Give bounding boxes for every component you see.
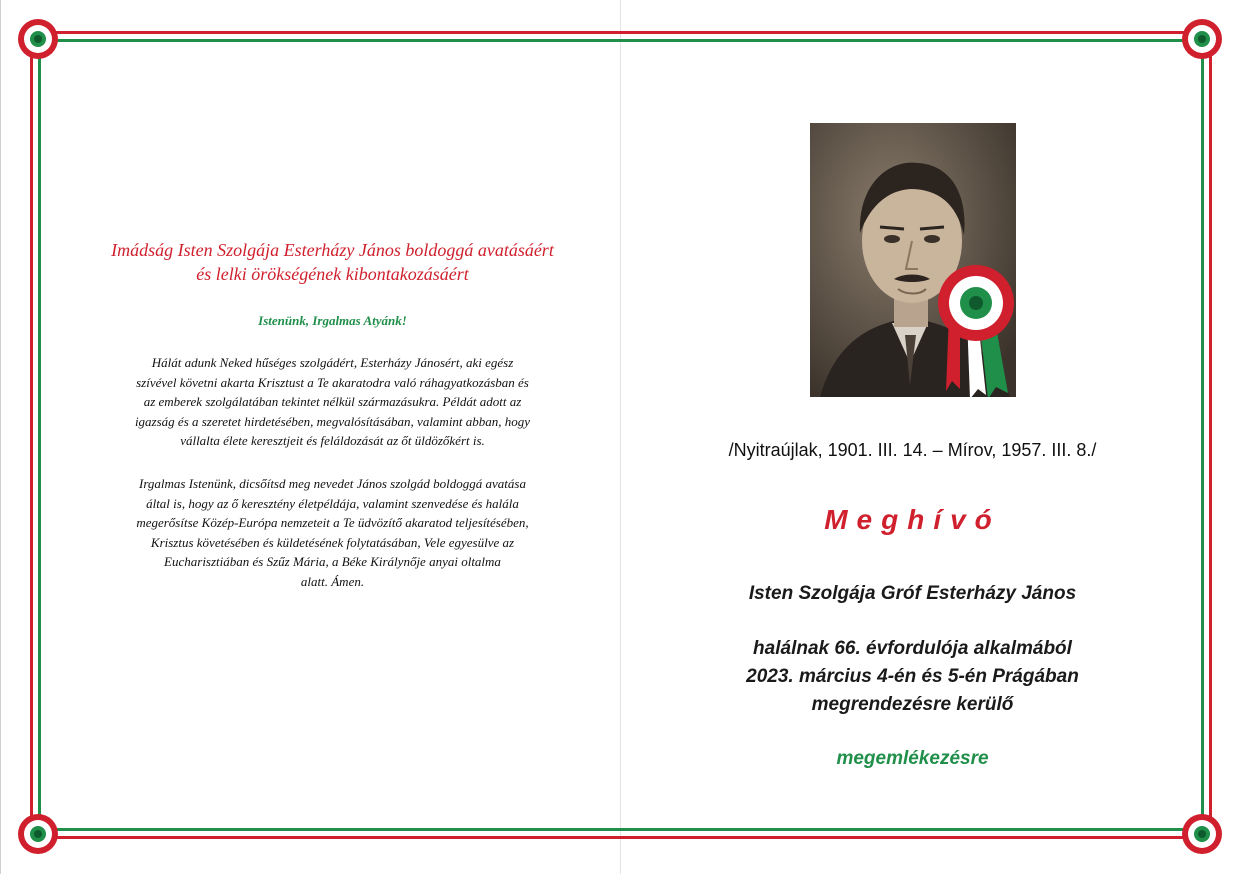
border-top-red (38, 31, 1202, 34)
border-bottom-green (38, 828, 1202, 831)
prayer-line: szívével követni akarta Krisztust a Te akaratodra való ráhagyatkozásban és (136, 374, 529, 390)
prayer-line: Eucharisztiában és Szűz Mária, a Béke Királynője anyai oltalma (164, 554, 501, 569)
prayer-title-line: Imádság Isten Szolgája Esterházy János boldoggá avatásáért (111, 240, 554, 260)
border-right-green (1201, 40, 1204, 834)
prayer-address: Istenünk, Irgalmas Atyánk! (258, 313, 407, 328)
life-dates: /Nyitraújlak, 1901. III. 14. – Mírov, 1957. III. 8./ (728, 440, 1097, 460)
prayer-line: az emberek szolgálatában tekintet nélkül származásukra. Példát adott az (143, 394, 522, 409)
prayer-paragraph-2 (70, 474, 595, 591)
cockade-icon (1181, 813, 1223, 855)
prayer-line: megerősítse Közép-Európa nemzeteit a Te üdvözítő akaratod teljesítésében, (136, 515, 529, 530)
prayer-title-line: és lelki örökségének kibontakozásáért (196, 264, 469, 284)
prayer-title (70, 238, 595, 286)
prayer-line: Irgalmas Istenünk, dicsőítsd meg nevedet János szolgád boldoggá avatása (139, 476, 526, 491)
event-date-line: 2023. március 4-én és 5-én Prágában (746, 666, 1079, 687)
prayer-line: által is, hogy az ő keresztény életpéldája, valamint szenvedése és halála (146, 495, 519, 511)
commemoration-line: megemlékezésre (836, 748, 989, 769)
honoree-name: Isten Szolgája Gróf Esterházy János (748, 583, 1077, 604)
prayer-paragraph-1 (70, 353, 595, 451)
border-left-red (30, 40, 33, 834)
prayer-line: alatt. Ámen. (300, 573, 365, 589)
prayer-line: vállalta élete keresztjeit és feláldozását az őt üldözőkért is. (180, 433, 485, 448)
cockade-icon (1181, 18, 1223, 60)
invitation-title: Meghívó (824, 504, 1001, 535)
cockade-icon (17, 18, 59, 60)
cockade-icon (17, 813, 59, 855)
page-edge (0, 0, 1, 874)
border-left-green (38, 40, 41, 834)
prayer-line: Hálát adunk Neked hűséges szolgádért, Esterházy Jánosért, aki egész (151, 355, 514, 370)
event-organized-line: megrendezésre kerülő (811, 694, 1014, 715)
border-right-red (1209, 40, 1212, 834)
fold-line (620, 0, 621, 874)
anniversary-line: halálnak 66. évfordulója alkalmából (753, 638, 1072, 659)
border-bottom-red (38, 836, 1202, 839)
border-top-green (38, 39, 1202, 42)
prayer-line: igazság és a szeretet hirdetésében, megvalósításában, valamint abban, hogy (134, 413, 531, 429)
portrait-photo (810, 123, 1016, 397)
prayer-line: Krisztus követésében és küldetésének folytatásában, Vele egyesülve az (150, 534, 515, 550)
